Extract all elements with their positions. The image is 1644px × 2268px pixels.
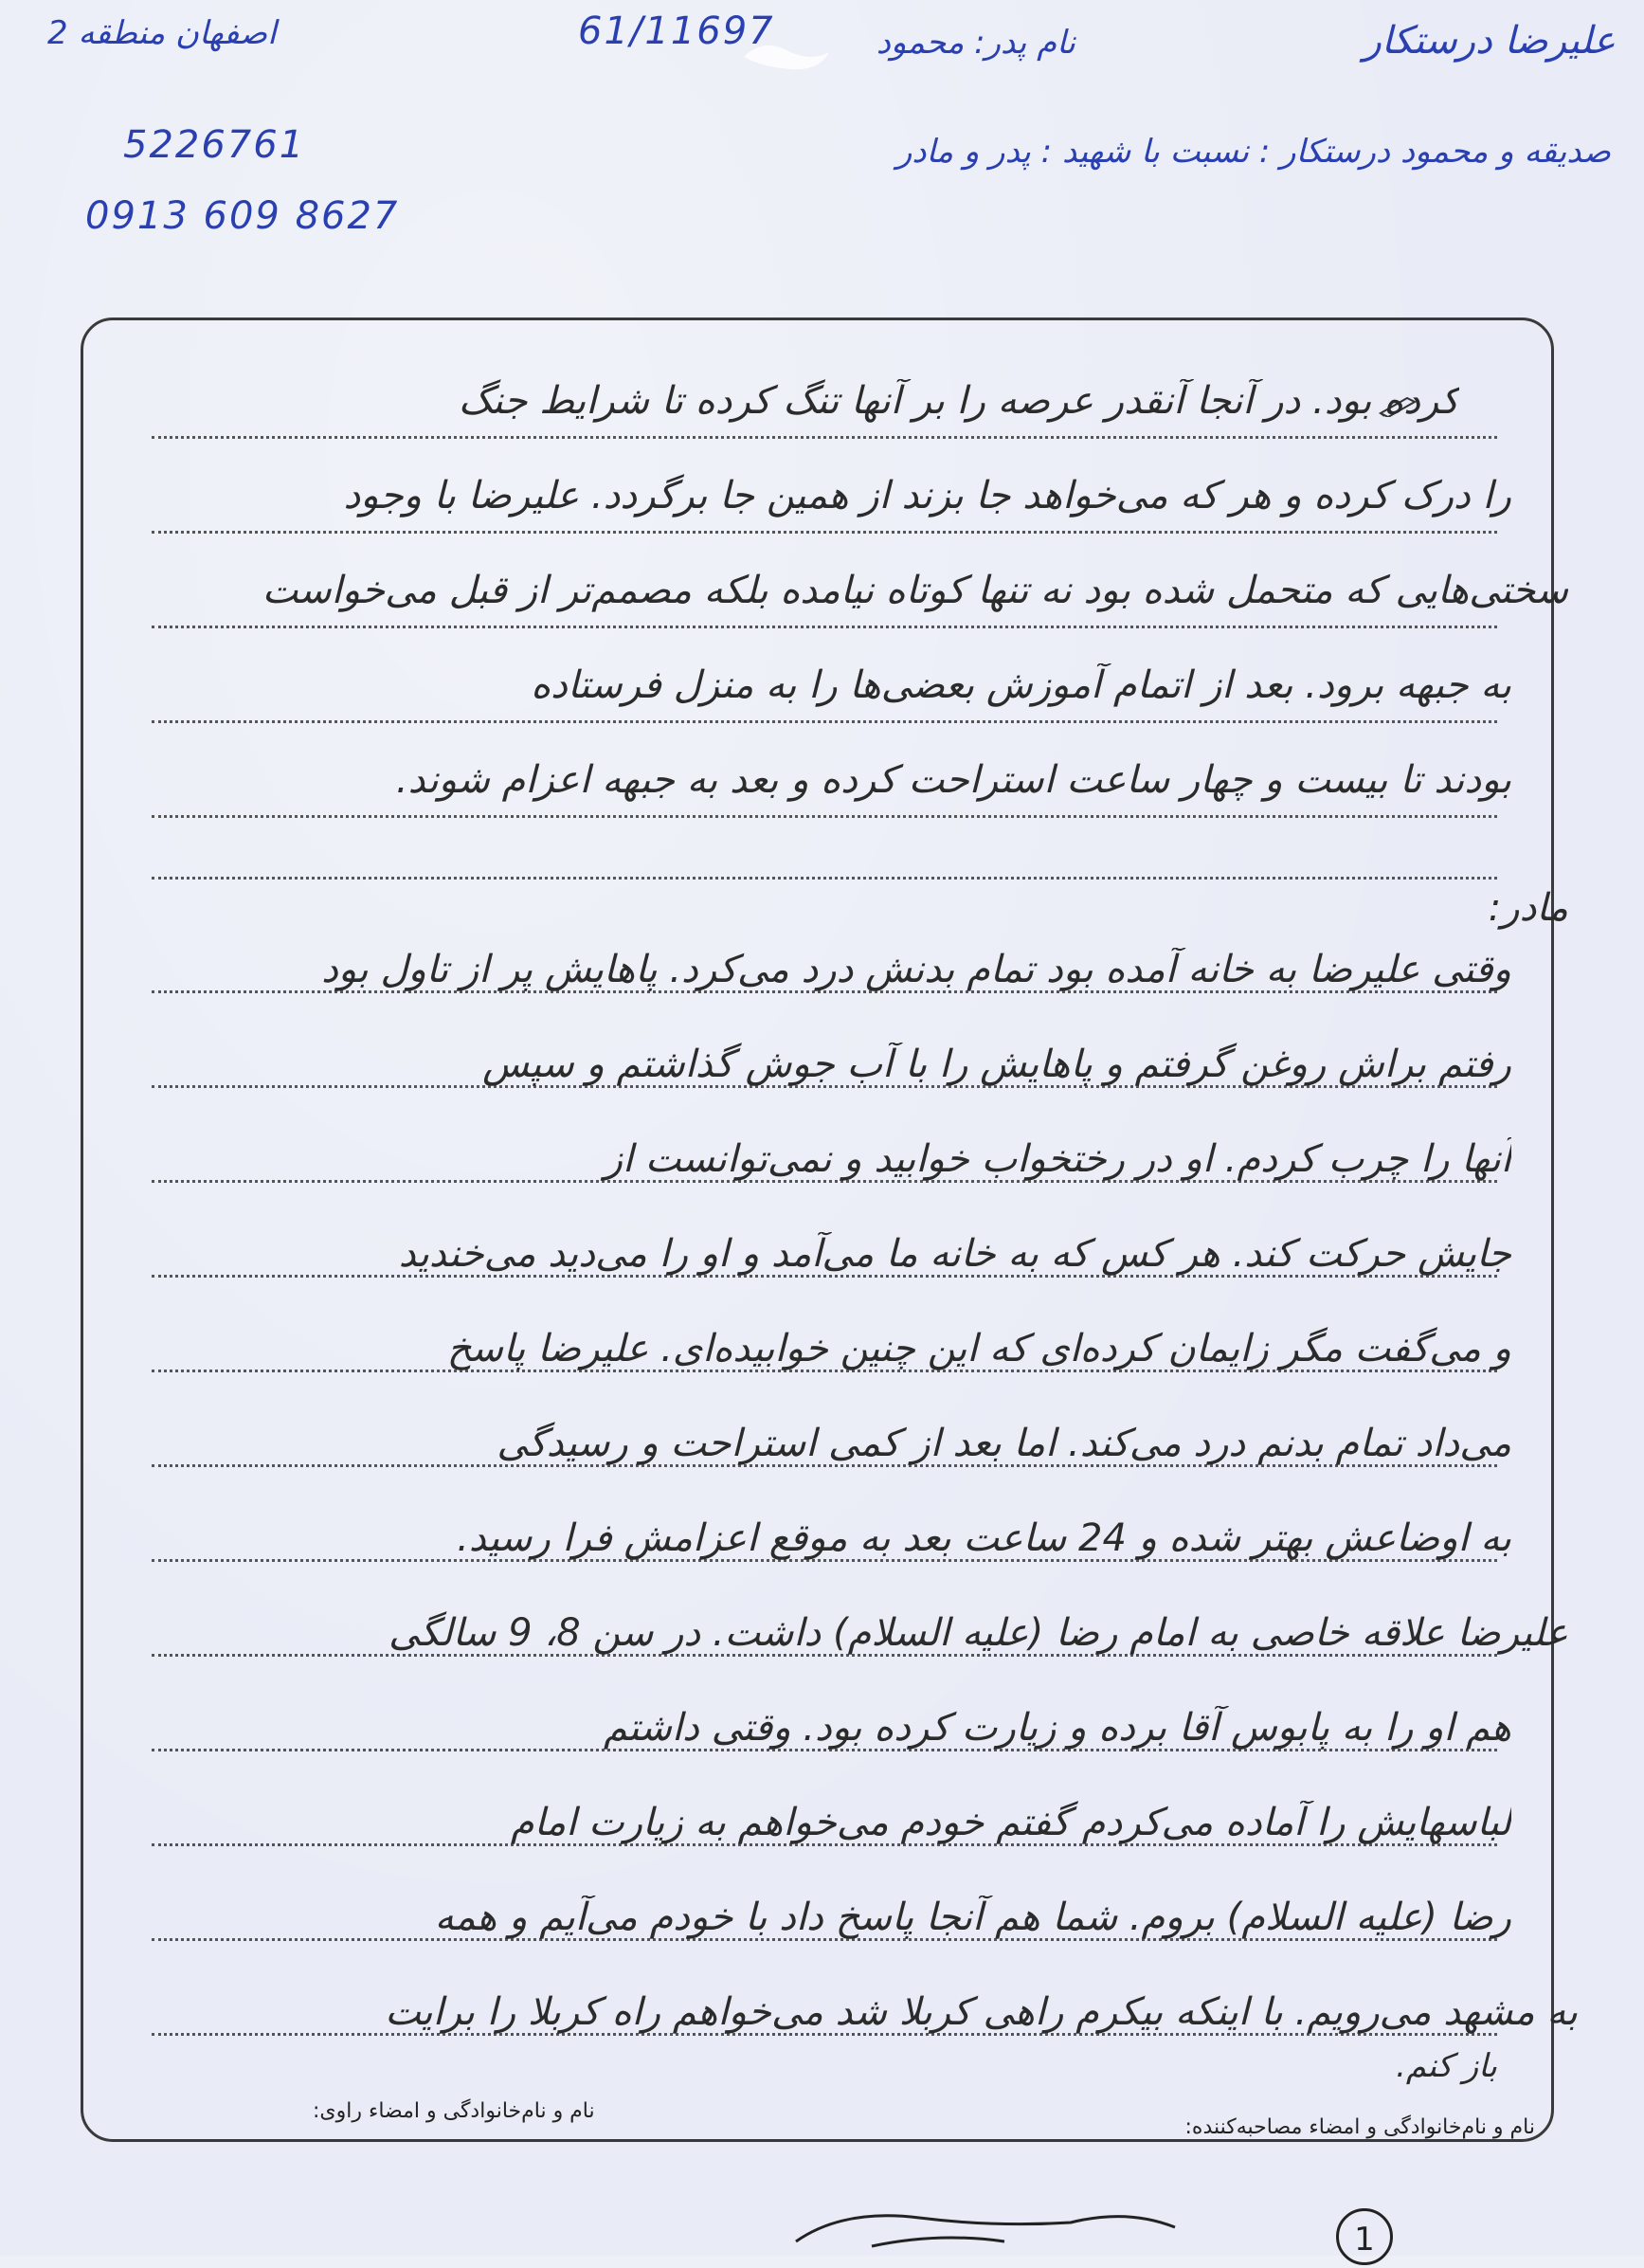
ruled-line — [152, 815, 1497, 818]
header-city: اصفهان منطقه 2 — [47, 14, 277, 52]
interviewer-signature-label: نام و نام‌خانوادگی و امضاء مصاحبه‌کننده: — [1184, 2115, 1535, 2139]
page-number: 1 — [1336, 2208, 1393, 2265]
body-line: لباسهایش را آماده می‌کردم گفتم خودم می‌خواهم به زیارت امام — [510, 1801, 1511, 1844]
body-line: رفتم براش روغن گرفتم و پاهایش را با آب جوش گذاشتم و سپس — [482, 1043, 1511, 1086]
body-line: سختی‌هایی که متحمل شده بود نه تنها کوتاه نیامده بلکه مصمم‌تر از قبل می‌خواست — [262, 569, 1568, 612]
ruled-line — [152, 531, 1497, 534]
body-line: به مشهد می‌رویم. با اینکه بیکرم راهی کربلا شد می‌خواهم راه کربلا را برایت — [385, 1990, 1578, 2034]
body-line: آنها را چرب کردم. او در رختخواب خوابید و نمی‌توانست از — [604, 1137, 1511, 1181]
body-line: می‌داد تمام بدنم درد می‌کند. اما بعد از کمی استراحت و رسیدگی — [497, 1422, 1511, 1465]
header-name: علیرضا درستکار — [1363, 19, 1616, 63]
body-line: هم او را به پابوس آقا برده و زیارت کرده بود. وقتی داشتم — [603, 1706, 1511, 1750]
header-code: 61/11697 — [578, 9, 775, 53]
body-line: وقتی علیرضا به خانه آمده بود تمام بدنش درد می‌کرد. پاهایش پر از تاول بود — [321, 948, 1511, 991]
header-phone-1: 5226761 — [123, 123, 306, 167]
section-label-mother: مادر: — [1488, 886, 1568, 930]
body-line: به اوضاعش بهتر شده و 24 ساعت بعد به موقع اعزامش فرا رسید. — [457, 1516, 1511, 1560]
header-father: نام پدر: محمود — [876, 24, 1075, 62]
ruled-line — [152, 877, 1497, 880]
body-line-last: باز کنم. — [1396, 2047, 1497, 2085]
header-phone-2: 0913 609 8627 — [85, 194, 400, 238]
ruled-line — [152, 436, 1497, 439]
body-line: علیرضا علاقه خاصی به امام رضا (علیه السلام) داشت. در سن 8، 9 سالگی — [388, 1611, 1568, 1655]
ruled-line — [152, 720, 1497, 723]
body-line: به جبهه برود. بعد از اتمام آموزش بعضی‌ها را به منزل فرستاده — [531, 663, 1511, 707]
header-parents: صدیقه و محمود درستکار : نسبت با شهید : پدر و مادر — [895, 133, 1611, 171]
body-line: و می‌گفت مگر زایمان کرده‌ای که این چنین خوابیده‌ای. علیرضا پاسخ — [446, 1327, 1511, 1370]
body-line: را درک کرده و هر که می‌خواهد جا بزند از همین جا برگردد. علیرضا با وجود — [343, 474, 1511, 517]
ruled-line — [152, 626, 1497, 628]
narrator-signature-label: نام و نام‌خانوادگی و امضاء راوی: — [313, 2099, 595, 2123]
body-line: رضا (علیه السلام) بروم. شما هم آنجا پاسخ داد با خودم می‌آیم و همه — [434, 1896, 1511, 1939]
body-line: بودند تا بیست و چهار ساعت استراحت کرده و بعد به جبهه اعزام شوند. — [395, 758, 1511, 802]
signature — [786, 2189, 1184, 2256]
body-line: جایش حرکت کند. هر کس که به خانه ما می‌آمد و او را می‌دید می‌خندید — [398, 1232, 1511, 1276]
body-line: کرده بود. در آنجا آنقدر عرصه را بر آنها تنگ کرده تا شرایط جنگ — [458, 379, 1459, 423]
